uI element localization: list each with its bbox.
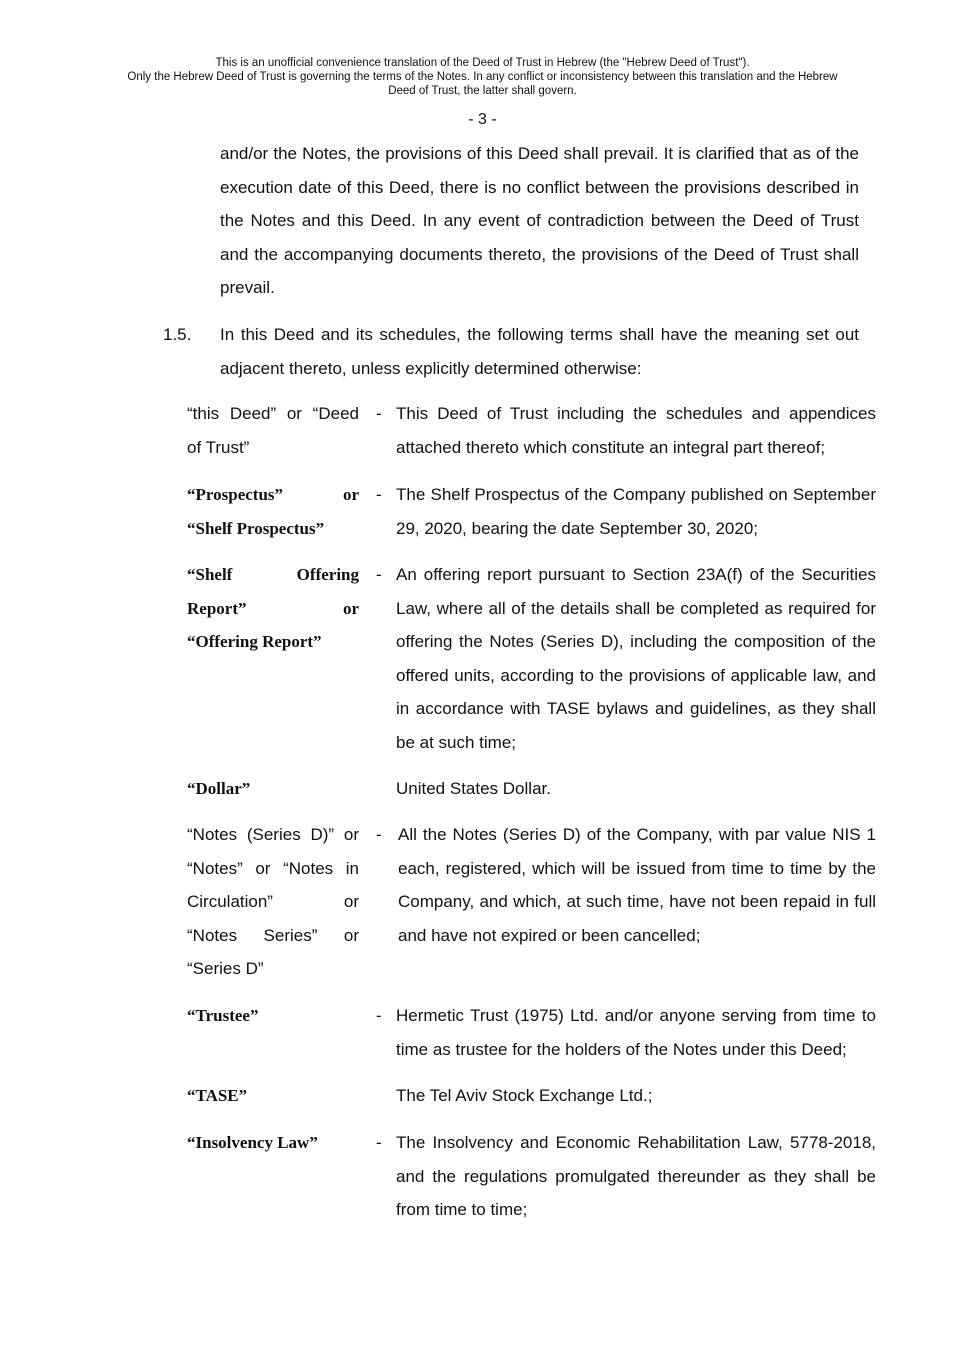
term-line: Circulation” or (187, 892, 359, 911)
disclaimer-line-1: This is an unofficial convenience translation of the Deed of Trust in Hebrew (the "Hebrew Deed of Trust"). (215, 57, 750, 69)
definition-term (187, 818, 359, 986)
definition-dash: - (376, 1006, 382, 1025)
disclaimer-line-2: Only the Hebrew Deed of Trust is governing the terms of the Notes. In any conflict or inconsistency between this translation and the Hebrew (127, 71, 838, 83)
definition-term (187, 1126, 359, 1160)
page-number: - 3 - (468, 111, 497, 128)
definition-term (187, 999, 359, 1033)
term-line: “Shelf Prospectus” (187, 518, 325, 538)
definition-text: The Insolvency and Economic Rehabilitation Law, 5778-2018, and the regulations promulgated thereunder as they shall be from time to time; (396, 1133, 876, 1219)
translation-disclaimer (0, 56, 965, 98)
intro-paragraph: and/or the Notes, the provisions of this Deed shall prevail. It is clarified that as of the execution date of this Deed, there is no conflict between the provisions described in the Notes and this Deed. In any event of contradiction between the Deed of Trust and the accompanying documents thereto, the provisions of the Deed of Trust shall prevail. (220, 144, 859, 297)
term-line: “TASE” (187, 1086, 248, 1105)
term-line: “Notes (Series D)” or (187, 825, 359, 844)
term-line: of Trust” (187, 437, 250, 457)
section-text: In this Deed and its schedules, the following terms shall have the meaning set out adjacent thereto, unless explicitly determined otherwise: (220, 325, 859, 378)
definition-text: All the Notes (Series D) of the Company, with par value NIS 1 each, registered, which will be issued from time to time by the Company, and which, at such time, have not been repaid in full and have not expired or been cancelled; (398, 825, 876, 945)
definition-text: The Shelf Prospectus of the Company published on September 29, 2020, bearing the date September 30, 2020; (396, 485, 876, 538)
definition-text: An offering report pursuant to Section 23A(f) of the Securities Law, where all of the details shall be completed as required for offering the Notes (Series D), including the composition of the offered units, according to the provisions of applicable law, and in accordance with TASE bylaws and guidelines, as they shall be at such time; (396, 565, 876, 752)
disclaimer-line-3: Deed of Trust, the latter shall govern. (388, 85, 577, 97)
term-line: “Notes” or “Notes in (187, 858, 359, 878)
term-line: “Series D” (187, 959, 264, 978)
definition-dash: - (376, 404, 382, 423)
definition-dash: - (376, 485, 382, 504)
definition-term (187, 772, 359, 806)
term-line: “Notes Series” or (187, 925, 359, 945)
definition-text: This Deed of Trust including the schedules and appendices attached thereto which constitute an integral part thereof; (396, 404, 876, 457)
definition-dash: - (376, 565, 382, 584)
definition-dash: - (376, 1133, 382, 1152)
term-line: “Offering Report” (187, 632, 322, 651)
definition-term (187, 558, 359, 659)
term-line: “Prospectus” or (187, 485, 359, 504)
term-line: “Trustee” (187, 1006, 259, 1025)
definition-term (187, 478, 359, 545)
definition-dash: - (376, 825, 382, 844)
term-line: “Insolvency Law” (187, 1133, 318, 1152)
definition-term (187, 1079, 359, 1113)
definition-text: The Tel Aviv Stock Exchange Ltd.; (396, 1086, 653, 1105)
definition-text: United States Dollar. (396, 779, 551, 798)
definition-term (187, 397, 359, 464)
definition-text: Hermetic Trust (1975) Ltd. and/or anyone serving from time to time as trustee for the holders of the Notes under this Deed; (396, 1006, 876, 1059)
term-line: “Dollar” (187, 779, 251, 798)
term-line: “this Deed” or “Deed (187, 404, 359, 423)
section-number: 1.5. (163, 325, 192, 344)
term-line: Report” or (187, 598, 359, 618)
term-line: “Shelf Offering (187, 565, 359, 584)
